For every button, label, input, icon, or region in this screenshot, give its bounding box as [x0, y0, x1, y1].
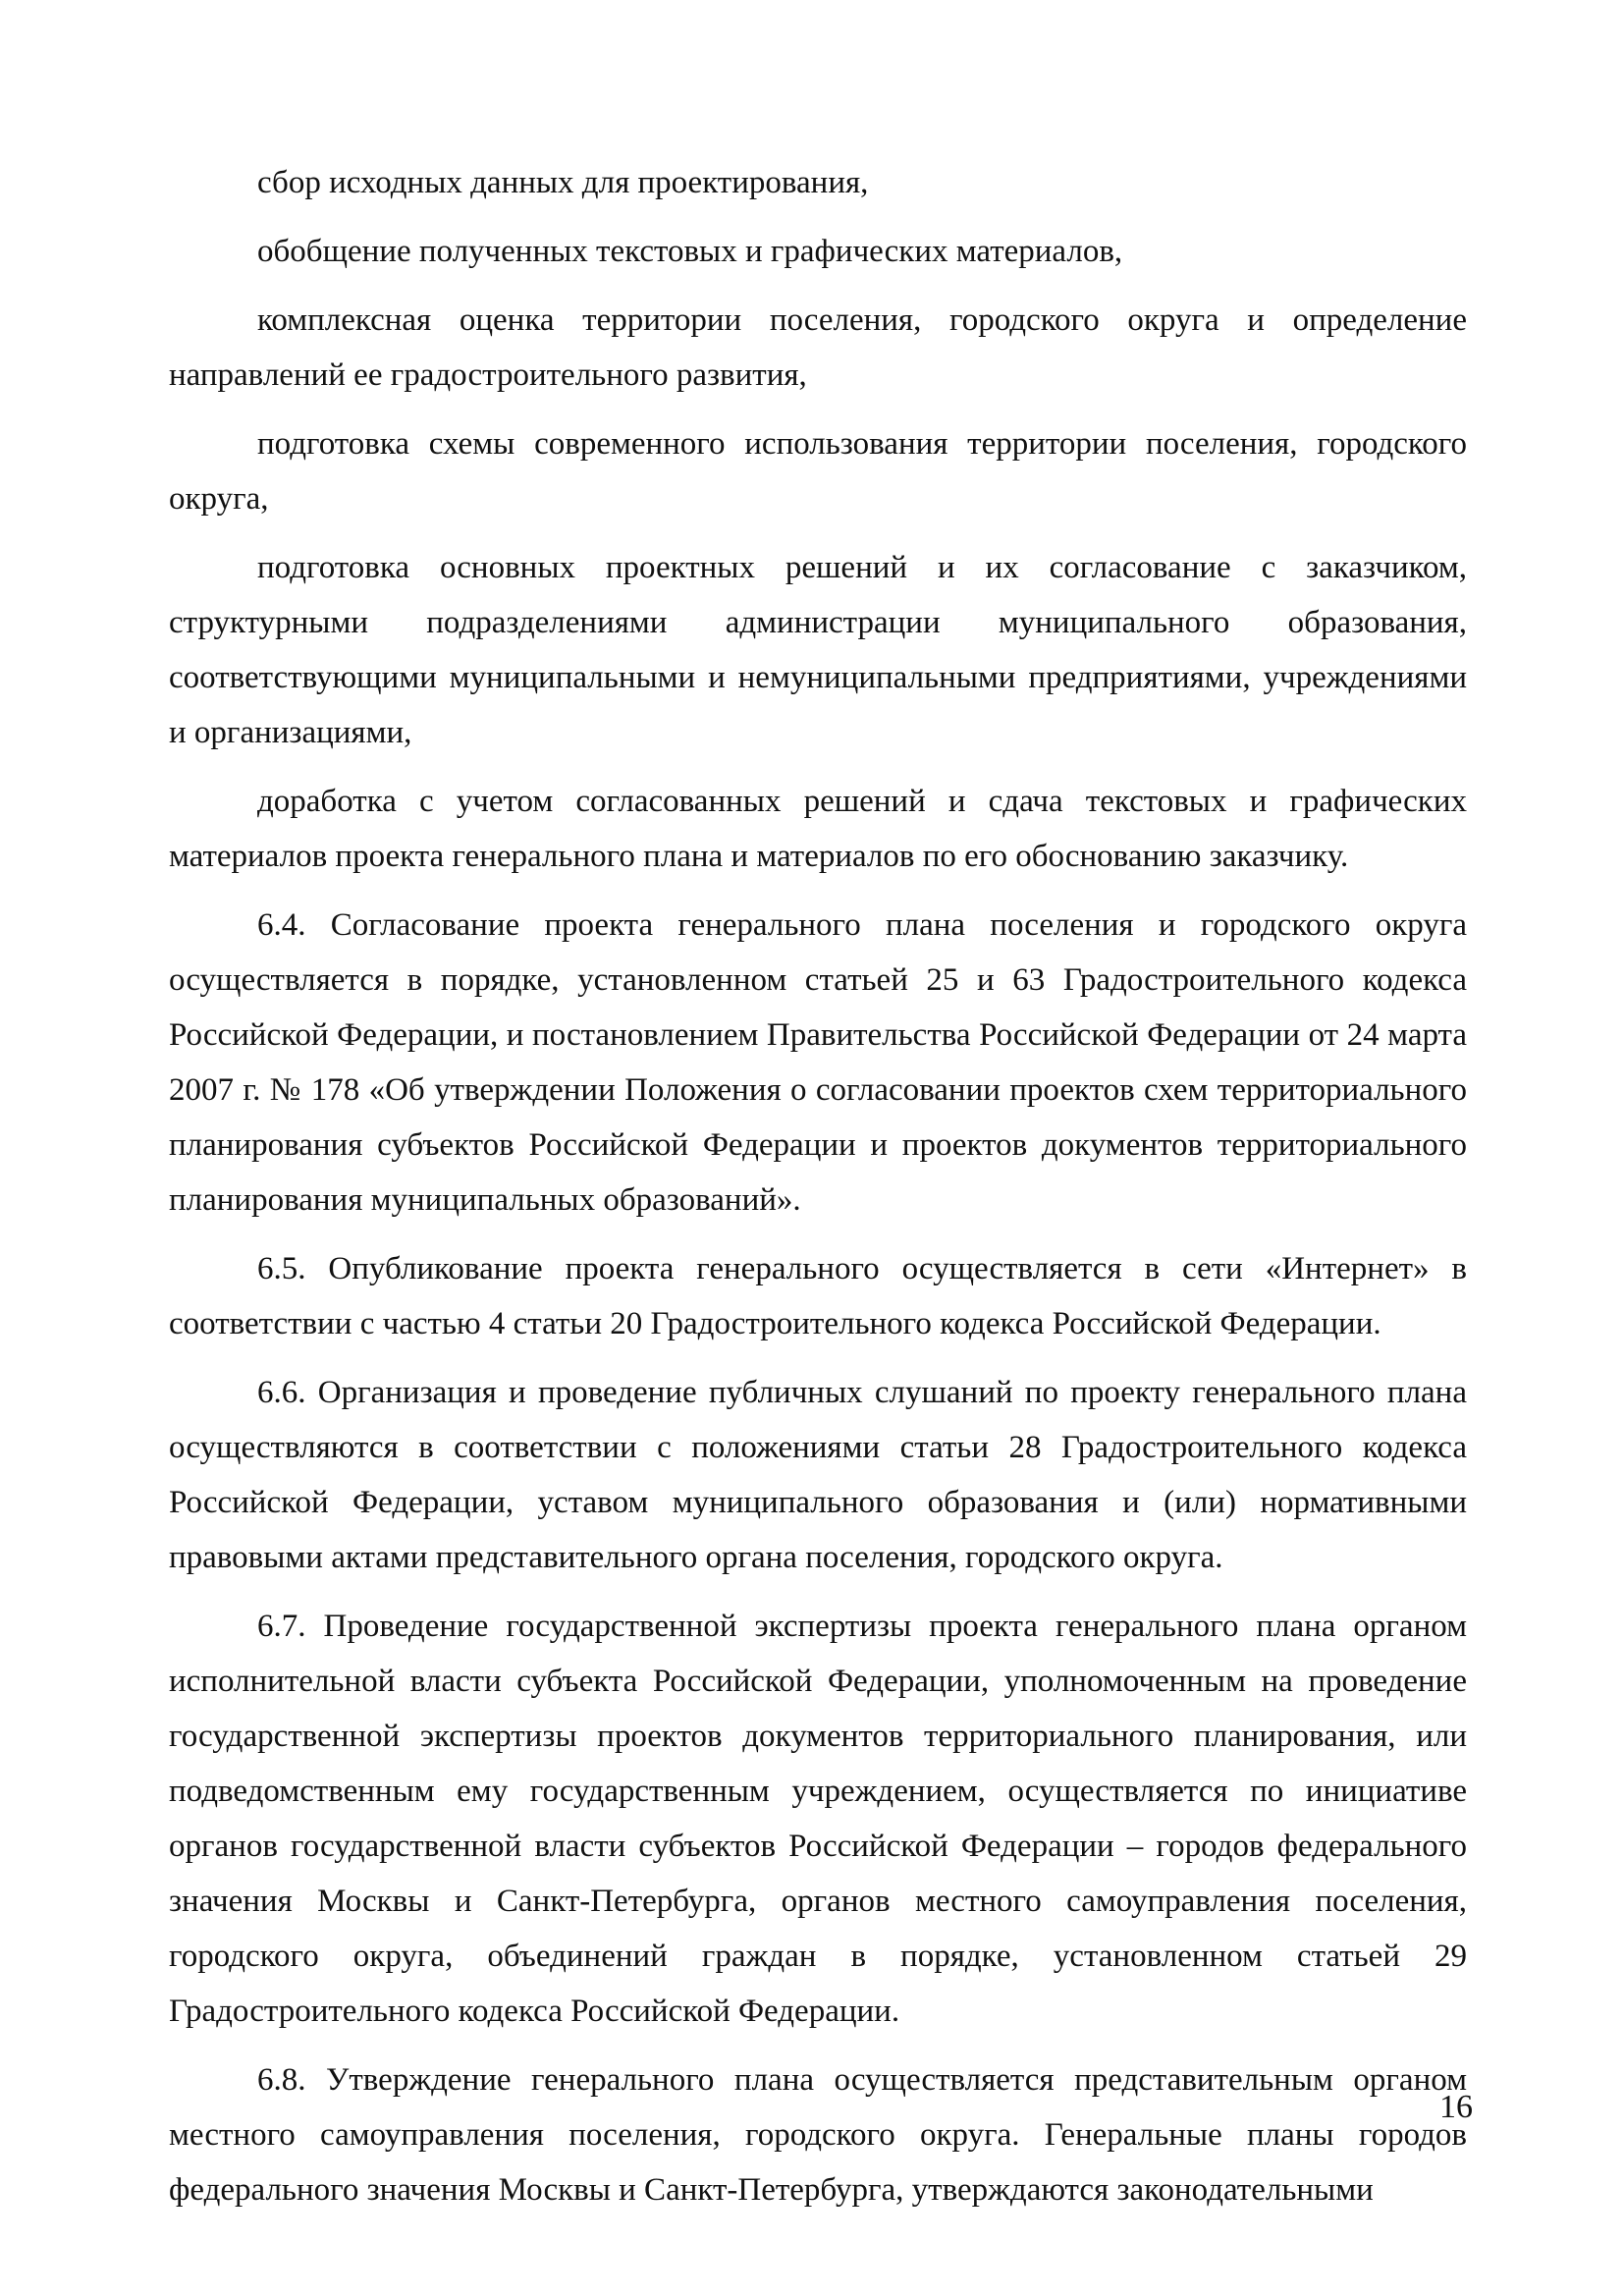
paragraph-6-4: 6.4. Согласование проекта генерального плана поселения и городского округа осуществляется в порядке, установленном статьей 25 и 63 Градостроительного кодекса Российской Федерации, и постановлением Правительства Российской Федерации от 24 марта 2007 г. № 178 «Об утверждении Положения о согласовании проектов схем территориального планирования субъектов Российской Федерации и проектов документов территориального планирования муниципальных образований».: [169, 907, 1467, 1218]
paragraph-materials-summary: обобщение полученных текстовых и графических материалов,: [257, 234, 1123, 269]
paragraph-finalization: доработка с учетом согласованных решений и сдача текстовых и графических материалов проекта генерального плана и материалов по его обоснованию заказчику.: [169, 784, 1467, 874]
paragraph-territory-assessment: комплексная оценка территории поселения, городского округа и определение направлений ее градостроительного развития,: [169, 302, 1467, 393]
paragraph-data-collection: сбор исходных данных для проектирования,: [257, 165, 869, 200]
document-body: [169, 155, 1467, 2217]
paragraph-6-7: 6.7. Проведение государственной экспертизы проекта генерального плана органом исполнительной власти субъекта Российской Федерации, уполномоченным на проведение государственной экспертизы проектов документов территориального планирования, или подведомственным ему государственным учреждением, осуществляется по инициативе органов государственной власти субъектов Российской Федерации – городов федерального значения Москвы и Санкт-Петербурга, органов местного самоуправления поселения, городского округа, объединений граждан в порядке, установленном статьей 29 Градостроительного кодекса Российской Федерации.: [169, 1609, 1467, 2029]
paragraph-6-6: 6.6. Организация и проведение публичных слушаний по проекту генерального плана осуществляются в соответствии с положениями статьи 28 Градостроительного кодекса Российской Федерации, уставом муниципального образования и (или) нормативными правовыми актами представительного органа поселения, городского округа.: [169, 1375, 1467, 1575]
paragraph-6-8: 6.8. Утверждение генерального плана осуществляется представительным органом местного самоуправления поселения, городского округа. Генеральные планы городов федерального значения Москвы и Санкт-Петербурга, утверждаются законодательными: [169, 2062, 1467, 2208]
paragraph-6-5: 6.5. Опубликование проекта генерального осуществляется в сети «Интернет» в соответствии с частью 4 статьи 20 Градостроительного кодекса Российской Федерации.: [169, 1251, 1467, 1341]
page-number: 16: [1439, 2089, 1473, 2125]
paragraph-design-decisions: подготовка основных проектных решений и их согласование с заказчиком, структурными подразделениями администрации муниципального образования, соответствующими муниципальными и немуниципальными предприятиями, учреждениями и организациями,: [169, 550, 1467, 750]
paragraph-usage-scheme: подготовка схемы современного использования территории поселения, городского округа,: [169, 426, 1467, 517]
